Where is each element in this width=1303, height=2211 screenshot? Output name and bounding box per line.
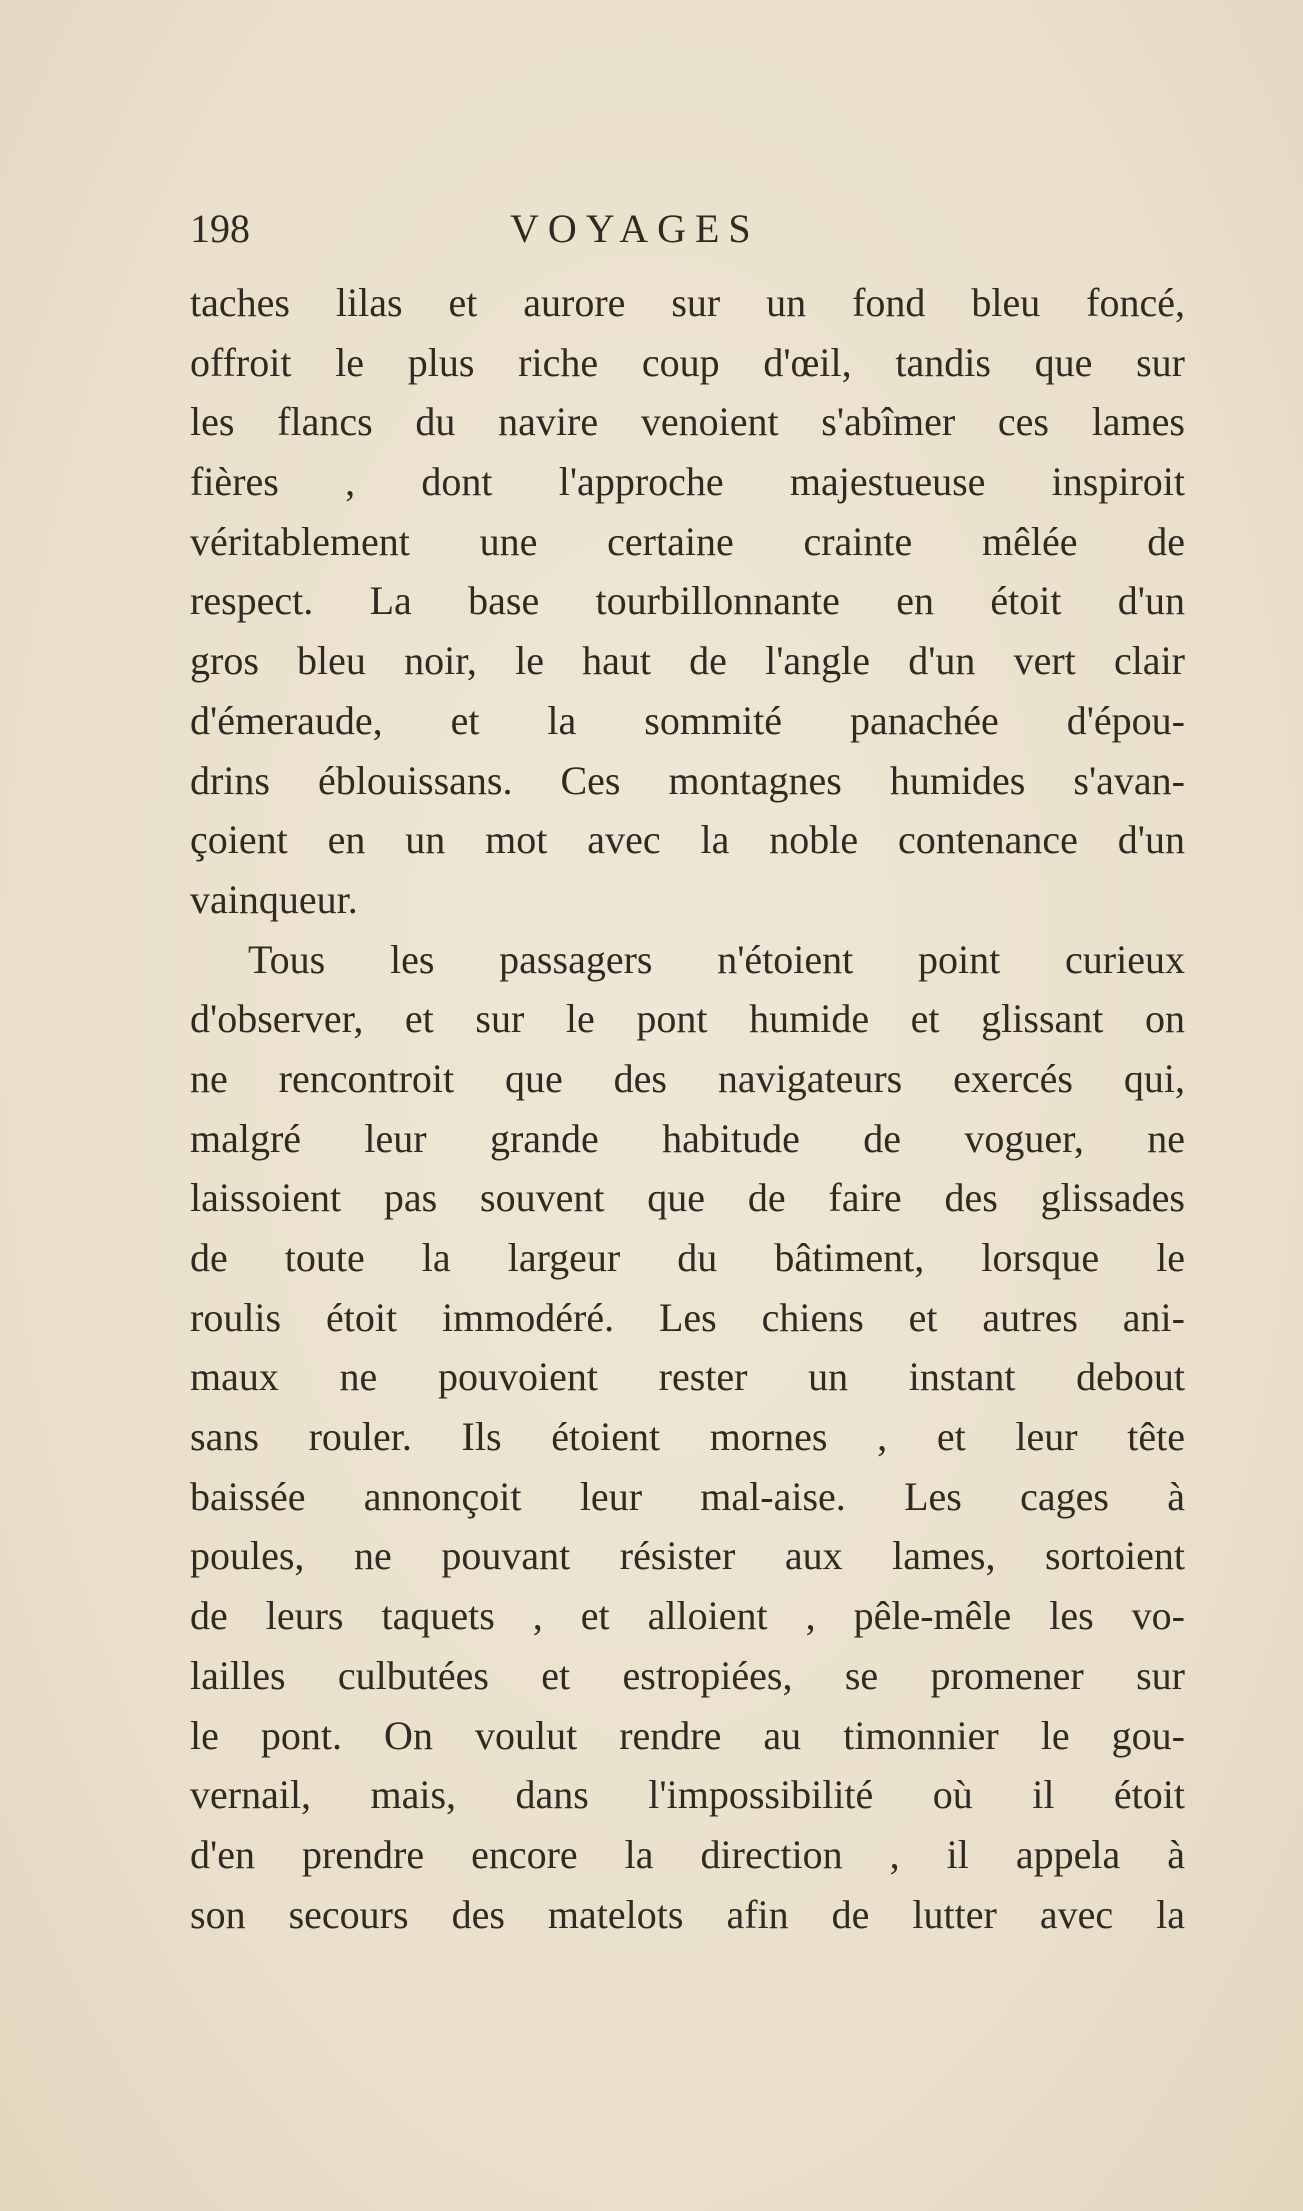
text-line: poules, ne pouvant résister aux lames, sortoient bbox=[190, 1533, 1185, 1579]
text-line: roulis étoit immodéré. Les chiens et autres ani- bbox=[190, 1294, 1185, 1340]
text-line: laissoient pas souvent que de faire des glissades bbox=[190, 1175, 1185, 1221]
text-line: sans rouler. Ils étoient mornes , et leur tête bbox=[190, 1414, 1185, 1460]
text-line: d'en prendre encore la direction , il appela à bbox=[190, 1831, 1185, 1877]
text-line: lailles culbutées et estropiées, se promener sur bbox=[190, 1652, 1185, 1698]
page-header bbox=[190, 205, 1185, 265]
text-line: de toute la largeur du bâtiment, lorsque le bbox=[190, 1235, 1185, 1280]
text-line: véritablement une certaine crainte mêlée de bbox=[190, 518, 1185, 564]
text-line: vainqueur. bbox=[190, 876, 358, 922]
text-line: d'observer, et sur le pont humide et glissant on bbox=[190, 996, 1185, 1042]
body-text bbox=[190, 273, 1185, 1944]
text-line: les flancs du navire venoient s'abîmer ces lames bbox=[190, 399, 1185, 445]
page-number: 198 bbox=[190, 206, 250, 251]
text-line: son secours des matelots afin de lutter avec la bbox=[190, 1891, 1185, 1937]
text-line: taches lilas et aurore sur un fond bleu foncé, bbox=[190, 280, 1185, 325]
text-line: ne rencontroit que des navigateurs exercés qui, bbox=[190, 1055, 1185, 1101]
text-line: gros bleu noir, le haut de l'angle d'un vert clair bbox=[190, 638, 1185, 684]
text-line: drins éblouissans. Ces montagnes humides s'avan- bbox=[190, 757, 1185, 803]
text-line: Tous les passagers n'étoient point curieux bbox=[248, 936, 1185, 982]
running-title: VOYAGES bbox=[510, 206, 760, 251]
text-line: maux ne pouvoient rester un instant debout bbox=[190, 1354, 1185, 1400]
text-line: malgré leur grande habitude de voguer, ne bbox=[190, 1115, 1185, 1161]
text-line: de leurs taquets , et alloient , pêle-mêle les vo- bbox=[190, 1593, 1185, 1639]
text-line: fières , dont l'approche majestueuse inspiroit bbox=[190, 459, 1185, 505]
text-line: baissée annonçoit leur mal-aise. Les cages à bbox=[190, 1473, 1185, 1519]
text-line: respect. La base tourbillonnante en étoit d'un bbox=[190, 578, 1185, 624]
text-line: le pont. On voulut rendre au timonnier le gou- bbox=[190, 1712, 1185, 1758]
text-line: vernail, mais, dans l'impossibilité où il étoit bbox=[190, 1772, 1185, 1818]
text-line: d'émeraude, et la sommité panachée d'épou- bbox=[190, 697, 1185, 743]
text-line: çoient en un mot avec la noble contenance d'un bbox=[190, 817, 1185, 863]
text-line: offroit le plus riche coup d'œil, tandis que sur bbox=[190, 339, 1185, 385]
